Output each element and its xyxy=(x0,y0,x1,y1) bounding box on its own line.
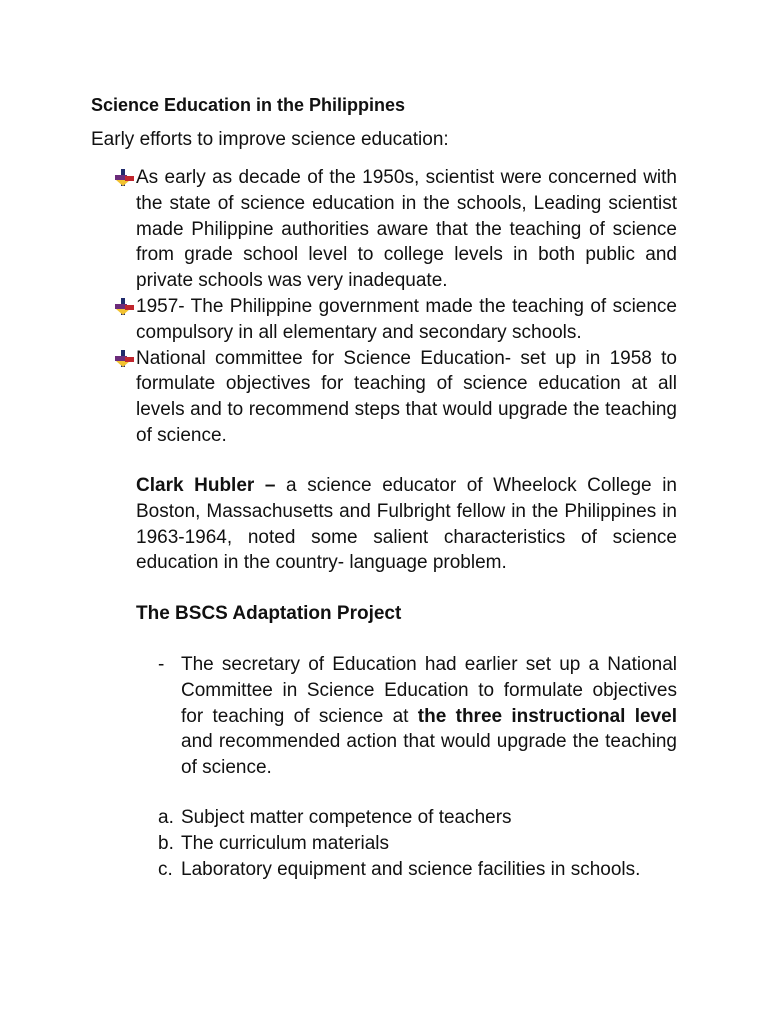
hubler-name: Clark Hubler – xyxy=(136,475,276,496)
list-item-text: 1957- The Philippine government made the teaching of science compulsory in all elementary and secondary schools. xyxy=(136,295,677,343)
bscs-text xyxy=(181,652,677,781)
list-item-text: The curriculum materials xyxy=(181,833,389,854)
bscs-text-bold: the three instructional level xyxy=(417,705,677,727)
list-marker: a. xyxy=(158,807,174,828)
arrow-bullet-icon xyxy=(114,168,136,188)
arrow-bullet-icon xyxy=(114,297,136,317)
bscs-text-after: and recommended action that would upgrade the teaching of science. xyxy=(181,731,677,779)
dash-marker: - xyxy=(158,654,165,675)
page-title: Science Education in the Philippines xyxy=(91,95,406,115)
list-item xyxy=(158,857,698,883)
alpha-list xyxy=(158,805,698,883)
bscs-dash-item xyxy=(158,652,677,781)
list-marker: b. xyxy=(158,833,174,854)
list-item xyxy=(114,346,677,449)
hubler-text: a science educator of Wheelock College in Boston, Massachusetts and Fulbright fellow in the Philippines in 1963-1964, noted some salient characteristics of science education in the country- language problem. xyxy=(136,475,677,574)
bscs-text-before: The secretary of Education had earlier set up a National Committee in Science Education to formulate objectives for teaching of science at xyxy=(181,654,677,727)
list-item xyxy=(114,294,677,346)
hubler-paragraph xyxy=(136,473,677,576)
list-item xyxy=(158,805,698,831)
list-item-text: Laboratory equipment and science facilities in schools. xyxy=(181,859,641,880)
list-item-text: Subject matter competence of teachers xyxy=(181,807,512,828)
list-item-text: As early as decade of the 1950s, scientist were concerned with the state of science education in the schools, Leading scientist made Philippine authorities aware that the teaching of science from grade school level to college levels in both public and private schools was very inadequate. xyxy=(136,167,677,292)
list-marker: c. xyxy=(158,859,173,880)
list-item xyxy=(114,165,677,294)
list-item xyxy=(158,831,698,857)
bscs-heading: The BSCS Adaptation Project xyxy=(136,603,402,624)
intro-text: Early efforts to improve science education: xyxy=(91,129,449,150)
efforts-list xyxy=(114,165,677,449)
arrow-bullet-icon xyxy=(114,349,136,369)
list-item-text: National committee for Science Education- set up in 1958 to formulate objectives for teaching of science education at all levels and to recommend steps that would upgrade the teaching of science. xyxy=(136,347,677,446)
